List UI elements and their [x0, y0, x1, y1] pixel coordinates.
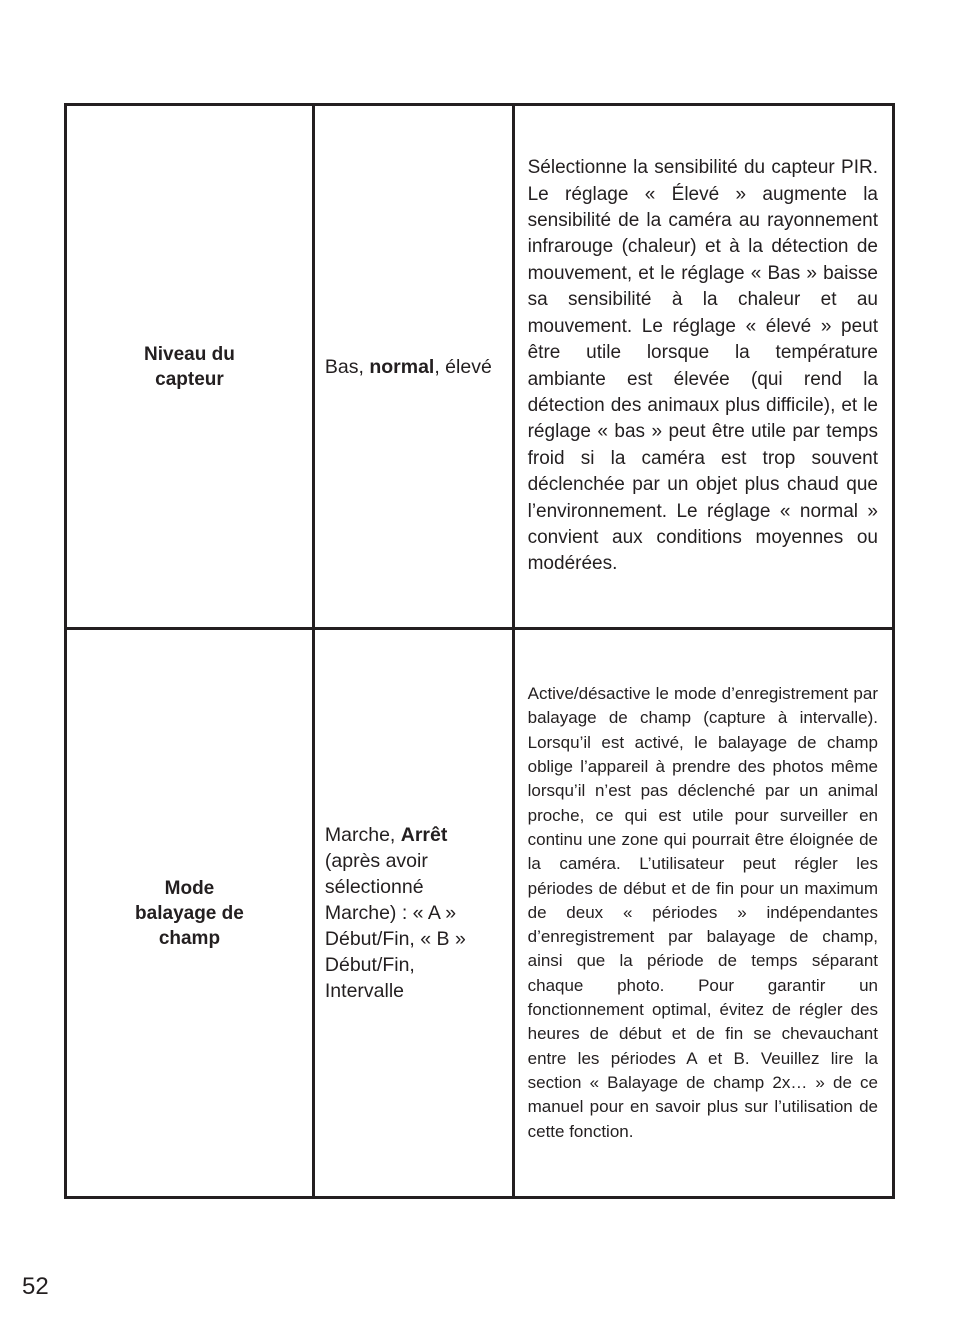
value-line: Marche) : « A » — [324, 902, 457, 924]
value-line: (après avoir — [324, 850, 428, 872]
value-text: Bas, — [324, 355, 370, 378]
setting-name-line: balayage de — [135, 902, 244, 924]
value-line: Début/Fin, « B » — [324, 928, 466, 950]
setting-name-cell — [66, 629, 314, 1198]
setting-values-cell — [313, 105, 513, 629]
setting-name-line: Mode — [164, 877, 215, 899]
setting-description: Sélectionne la sensibilité du capteur PIR. Le réglage « Élevé » augmente la sensibilité de la caméra au rayonnement infrarouge (chaleur) et à la détection de mouvement, et le réglage « Bas » baisse sa sensibilité à la chaleur et au mouvement. Le réglage « élevé » peut être utile lorsque la température ambiante est élevée (qui rend la détection des animaux plus difficile), et le réglage « bas » peut être utile par temps froid si la caméra est trop souvent déclenchée par un objet plus chaud que l’environnement. Le réglage « normal » convient aux conditions moyennes ou modérées. — [513, 105, 893, 629]
value-text: Marche, — [324, 824, 401, 846]
value-line: sélectionné — [324, 876, 424, 898]
value-line: Début/Fin, — [324, 954, 415, 976]
value-line: Intervalle — [324, 980, 405, 1002]
setting-name-cell — [66, 105, 314, 629]
value-line — [325, 822, 504, 848]
setting-name-line: champ — [158, 927, 221, 949]
default-value: normal — [369, 355, 435, 378]
table-row-field-scan — [66, 629, 894, 1198]
default-value: Arrêt — [400, 824, 448, 846]
setting-values-cell — [313, 629, 513, 1198]
setting-description: Active/désactive le mode d’enregistrement par balayage de champ (capture à intervalle). Lorsqu’il est activé, le balayage de champ oblige l’appareil à prendre des photos même lorsqu’il n’est pas déclenché par un animal proche, ce qui est utile pour surveiller en continu une zone qui pourrait être éloignée de la caméra. L’utilisateur peut régler les périodes de début et de fin pour un maximum de deux « périodes » indépendantes d’enregistrement par balayage de champ, ainsi que la période de temps séparant chaque photo. Pour garantir un fonctionnement optimal, évitez de régler des heures de début et de fin se chevauchant entre les périodes A et B. Veuillez lire la section « Balayage de champ 2x… » de ce manuel pour en savoir plus sur l’utilisation de cette fonction. — [513, 629, 893, 1198]
value-text: , élevé — [434, 355, 492, 378]
page-number: 52 — [22, 1273, 49, 1300]
table-row-sensor-level — [66, 105, 894, 629]
settings-table — [64, 103, 895, 1199]
setting-name-line: Niveau du — [144, 343, 235, 365]
setting-name-line: capteur — [155, 368, 224, 390]
